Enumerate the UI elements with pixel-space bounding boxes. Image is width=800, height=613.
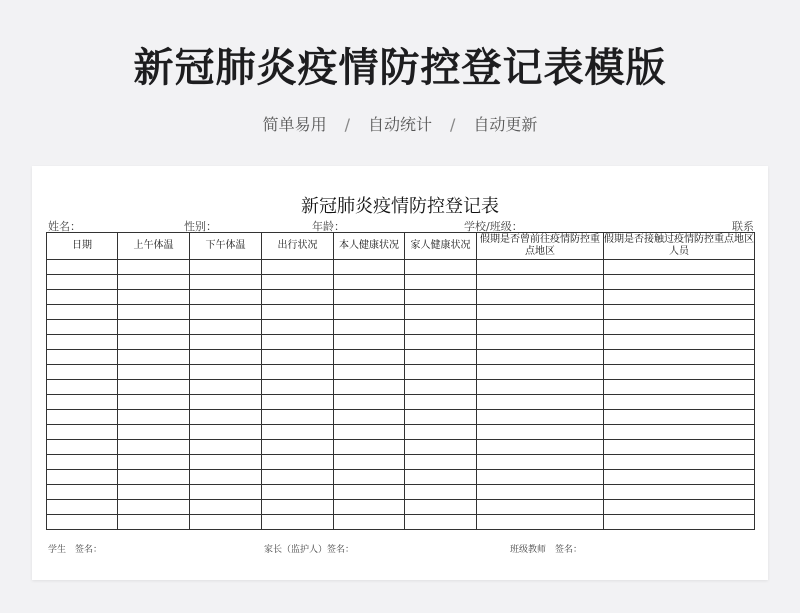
table-cell[interactable]: [477, 365, 604, 380]
table-cell[interactable]: [405, 275, 477, 290]
tag-separator: /: [344, 115, 350, 134]
table-cell[interactable]: [190, 305, 262, 320]
table-cell[interactable]: [262, 305, 334, 320]
column-header-am-temp: 上午体温: [118, 233, 190, 260]
table-cell[interactable]: [190, 470, 262, 485]
table-cell[interactable]: [190, 290, 262, 305]
table-cell[interactable]: [47, 515, 118, 530]
table-cell[interactable]: [405, 515, 477, 530]
table-cell[interactable]: [604, 440, 755, 455]
table-cell[interactable]: [405, 290, 477, 305]
table-cell[interactable]: [118, 500, 190, 515]
table-cell[interactable]: [262, 395, 334, 410]
table-cell[interactable]: [604, 305, 755, 320]
age-label: 年龄：: [312, 220, 345, 233]
table-cell[interactable]: [118, 425, 190, 440]
table-cell[interactable]: [604, 485, 755, 500]
table-cell[interactable]: [47, 470, 118, 485]
table-cell[interactable]: [118, 380, 190, 395]
contact-label: 联系: [732, 220, 754, 233]
column-header-family-health: 家人健康状况: [405, 233, 477, 260]
parent-signature-label: 家长（监护人）签名：: [264, 545, 355, 555]
table-cell[interactable]: [262, 290, 334, 305]
info-row: [46, 218, 754, 232]
table-cell[interactable]: [47, 440, 118, 455]
table-row: [47, 320, 755, 335]
table-row: [47, 260, 755, 275]
table-header-row: [47, 233, 755, 260]
column-header-date: 日期: [47, 233, 118, 260]
teacher-signature-label: 班级教师 签名：: [510, 545, 583, 555]
table-row: [47, 485, 755, 500]
table-cell[interactable]: [190, 350, 262, 365]
table-cell[interactable]: [334, 350, 405, 365]
table-cell[interactable]: [47, 395, 118, 410]
table-cell[interactable]: [47, 365, 118, 380]
table-cell[interactable]: [334, 500, 405, 515]
table-cell[interactable]: [47, 500, 118, 515]
table-cell[interactable]: [604, 290, 755, 305]
table-cell[interactable]: [118, 320, 190, 335]
table-cell[interactable]: [604, 455, 755, 470]
table-cell[interactable]: [334, 335, 405, 350]
table-cell[interactable]: [604, 470, 755, 485]
table-cell[interactable]: [190, 500, 262, 515]
table-cell[interactable]: [47, 260, 118, 275]
table-cell[interactable]: [604, 425, 755, 440]
form-title: 新冠肺炎疫情防控登记表: [301, 196, 499, 217]
table-cell[interactable]: [47, 320, 118, 335]
table-cell[interactable]: [604, 500, 755, 515]
table-cell[interactable]: [118, 290, 190, 305]
table-row: [47, 380, 755, 395]
table-cell[interactable]: [47, 335, 118, 350]
table-cell[interactable]: [477, 410, 604, 425]
table-cell[interactable]: [604, 395, 755, 410]
registration-table: [46, 232, 755, 530]
table-cell[interactable]: [405, 320, 477, 335]
table-cell[interactable]: [262, 455, 334, 470]
table-cell[interactable]: [262, 515, 334, 530]
signature-row: [48, 542, 748, 556]
column-header-visited-area: 假期是否曾前往疫情防控重点地区: [477, 233, 604, 260]
tag-separator: /: [450, 115, 456, 134]
table-row: [47, 395, 755, 410]
table-row: [47, 425, 755, 440]
table-cell[interactable]: [604, 275, 755, 290]
table-cell[interactable]: [477, 470, 604, 485]
table-cell[interactable]: [604, 515, 755, 530]
table-cell[interactable]: [190, 365, 262, 380]
table-cell[interactable]: [477, 500, 604, 515]
table-cell[interactable]: [334, 425, 405, 440]
table-row: [47, 470, 755, 485]
table-cell[interactable]: [334, 470, 405, 485]
table-cell[interactable]: [334, 440, 405, 455]
table-cell[interactable]: [47, 410, 118, 425]
table-cell[interactable]: [405, 455, 477, 470]
table-cell[interactable]: [118, 305, 190, 320]
table-cell[interactable]: [477, 350, 604, 365]
table-cell[interactable]: [190, 485, 262, 500]
table-cell[interactable]: [405, 380, 477, 395]
table-cell[interactable]: [118, 470, 190, 485]
table-cell[interactable]: [477, 320, 604, 335]
table-cell[interactable]: [405, 470, 477, 485]
table-cell[interactable]: [477, 455, 604, 470]
table-row: [47, 515, 755, 530]
table-cell[interactable]: [477, 440, 604, 455]
table-row: [47, 275, 755, 290]
table-cell[interactable]: [190, 515, 262, 530]
tagline: [0, 112, 800, 135]
tag-auto-update: 自动更新: [473, 115, 538, 134]
table-cell[interactable]: [118, 275, 190, 290]
table-row: [47, 350, 755, 365]
table-cell[interactable]: [405, 365, 477, 380]
table-cell[interactable]: [604, 365, 755, 380]
school-class-label: 学校/班级：: [464, 220, 523, 233]
table-cell[interactable]: [118, 485, 190, 500]
gender-label: 性别：: [184, 220, 217, 233]
column-header-self-health: 本人健康状况: [334, 233, 405, 260]
table-cell[interactable]: [334, 365, 405, 380]
table-cell[interactable]: [477, 515, 604, 530]
table-cell[interactable]: [262, 500, 334, 515]
table-cell[interactable]: [262, 320, 334, 335]
table-cell[interactable]: [47, 305, 118, 320]
student-signature-label: 学生 签名：: [48, 545, 103, 555]
table-cell[interactable]: [190, 380, 262, 395]
table-cell[interactable]: [262, 335, 334, 350]
table-cell[interactable]: [334, 455, 405, 470]
table-cell[interactable]: [477, 305, 604, 320]
table-cell[interactable]: [405, 260, 477, 275]
table-cell[interactable]: [334, 275, 405, 290]
table-cell[interactable]: [477, 485, 604, 500]
table-cell[interactable]: [118, 365, 190, 380]
table-cell[interactable]: [118, 350, 190, 365]
table-row: [47, 455, 755, 470]
tag-auto-stats: 自动统计: [367, 115, 432, 134]
table-cell[interactable]: [190, 335, 262, 350]
table-cell[interactable]: [405, 395, 477, 410]
table-cell[interactable]: [604, 350, 755, 365]
table-cell[interactable]: [190, 440, 262, 455]
table-body: [47, 260, 755, 530]
table-cell[interactable]: [477, 290, 604, 305]
table-cell[interactable]: [190, 410, 262, 425]
table-row: [47, 335, 755, 350]
table-cell[interactable]: [334, 380, 405, 395]
table-cell[interactable]: [334, 305, 405, 320]
table-cell[interactable]: [190, 395, 262, 410]
table-cell[interactable]: [405, 500, 477, 515]
table-cell[interactable]: [477, 275, 604, 290]
table-cell[interactable]: [118, 260, 190, 275]
table-cell[interactable]: [262, 260, 334, 275]
table-row: [47, 440, 755, 455]
table-cell[interactable]: [334, 395, 405, 410]
table-cell[interactable]: [47, 350, 118, 365]
table-cell[interactable]: [405, 410, 477, 425]
table-cell[interactable]: [334, 320, 405, 335]
table-cell[interactable]: [118, 410, 190, 425]
table-cell[interactable]: [604, 335, 755, 350]
table-cell[interactable]: [262, 350, 334, 365]
table-cell[interactable]: [604, 320, 755, 335]
table-cell[interactable]: [477, 380, 604, 395]
column-header-contacted-people: 假期是否接触过疫情防控重点地区人员: [604, 233, 755, 260]
table-cell[interactable]: [477, 425, 604, 440]
table-cell[interactable]: [118, 455, 190, 470]
table-cell[interactable]: [262, 365, 334, 380]
table-cell[interactable]: [405, 335, 477, 350]
table-cell[interactable]: [190, 425, 262, 440]
column-header-pm-temp: 下午体温: [190, 233, 262, 260]
table-row: [47, 365, 755, 380]
table-row: [47, 410, 755, 425]
table-cell[interactable]: [262, 470, 334, 485]
table-cell[interactable]: [334, 410, 405, 425]
table-row: [47, 290, 755, 305]
table-cell[interactable]: [47, 455, 118, 470]
name-label: 姓名：: [48, 220, 81, 233]
table-cell[interactable]: [334, 485, 405, 500]
table-cell[interactable]: [405, 425, 477, 440]
table-cell[interactable]: [118, 440, 190, 455]
table-cell[interactable]: [262, 380, 334, 395]
table-cell[interactable]: [477, 260, 604, 275]
table-cell[interactable]: [405, 485, 477, 500]
table-cell[interactable]: [190, 320, 262, 335]
table-cell[interactable]: [604, 410, 755, 425]
table-cell[interactable]: [334, 515, 405, 530]
table-cell[interactable]: [47, 425, 118, 440]
table-cell[interactable]: [47, 290, 118, 305]
table-cell[interactable]: [604, 380, 755, 395]
table-cell[interactable]: [190, 260, 262, 275]
table-cell[interactable]: [47, 485, 118, 500]
table-cell[interactable]: [405, 440, 477, 455]
table-cell[interactable]: [477, 395, 604, 410]
table-cell[interactable]: [334, 290, 405, 305]
table-cell[interactable]: [47, 380, 118, 395]
table-cell[interactable]: [47, 275, 118, 290]
form-sheet: [32, 166, 768, 580]
table-cell[interactable]: [262, 425, 334, 440]
table-cell[interactable]: [262, 275, 334, 290]
table-cell[interactable]: [477, 335, 604, 350]
page-title: 新冠肺炎疫情防控登记表模版: [133, 45, 667, 91]
column-header-travel: 出行状况: [262, 233, 334, 260]
table-row: [47, 305, 755, 320]
table-row: [47, 500, 755, 515]
table-cell[interactable]: [262, 410, 334, 425]
table-cell[interactable]: [190, 275, 262, 290]
table-cell[interactable]: [262, 485, 334, 500]
table-cell[interactable]: [334, 260, 405, 275]
tag-easy: 简单易用: [262, 115, 327, 134]
table-cell[interactable]: [604, 260, 755, 275]
table-cell[interactable]: [405, 350, 477, 365]
table-cell[interactable]: [118, 335, 190, 350]
table-cell[interactable]: [262, 440, 334, 455]
table-cell[interactable]: [118, 515, 190, 530]
table-cell[interactable]: [405, 305, 477, 320]
table-cell[interactable]: [118, 395, 190, 410]
table-cell[interactable]: [190, 455, 262, 470]
